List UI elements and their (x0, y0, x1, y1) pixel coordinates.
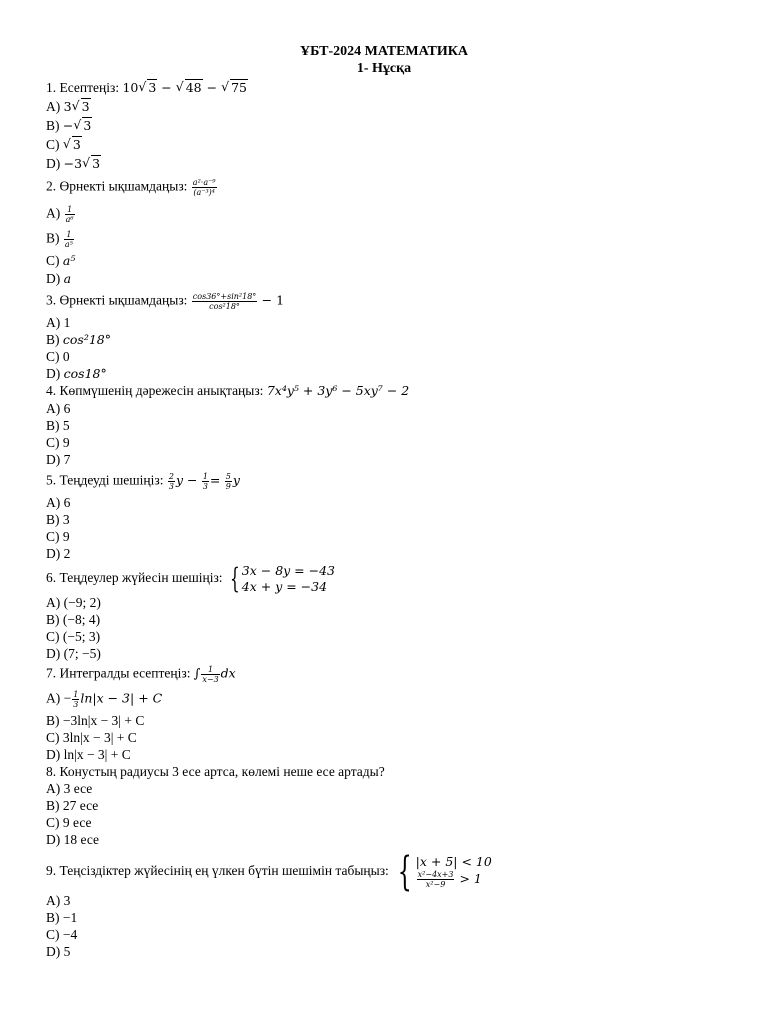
question-5: 5. Теңдеуді шешіңіз: $\frac{2}{3}$ y − $\frac{1}{3}$ = $\frac{5}{9}$ y (46, 472, 240, 491)
q7-option-a: A) − $\frac{1}{3}$ ln|x − 3| + C (46, 690, 163, 709)
q3-option-a: A) 1 (46, 315, 71, 330)
question-8: 8. Конустың радиусы 3 есе артса, көлемі неше есе артады? (46, 764, 385, 779)
question-4: 4. Көпмүшенің дәрежесін анықтаңыз: 7x⁴y⁵ + 3y⁶ − 5xy⁷ − 2 (46, 383, 410, 398)
question-2: 2. Өрнекті ықшамдаңыз: $\frac{\text{a²·a⁻⁹}}{\text{(a⁻³)⁴}}$ (46, 178, 216, 197)
q5-option-a: A) 6 (46, 495, 71, 510)
q6-option-a: A) (−9; 2) (46, 595, 101, 610)
q5-option-d: D) 2 (46, 546, 71, 561)
q9-option-d: D) 5 (46, 944, 71, 959)
q2-option-c: C) a⁵ (46, 253, 76, 268)
q4-option-c: C) 9 (46, 435, 70, 450)
q9-option-b: B) −1 (46, 910, 78, 925)
question-9: 9. Теңсіздіктер жүйесінің ең үлкен бүтін шешімін табыңыз: { |x + 5| < 10 $\frac{\text{x²−4x+3}}{\text{x²−9}}$ > 1 (46, 848, 492, 895)
q9-option-c: C) −4 (46, 927, 78, 942)
q2-option-d: D) a (46, 271, 72, 286)
q7-option-b: B) −3ln|x − 3| + C (46, 713, 145, 728)
question-1: 1. Есептеңіз: 10√ 3 − √ 48 − √ 75 (46, 80, 248, 96)
q1-option-b: B) −√ 3 (46, 118, 92, 134)
page-title: ҰБТ-2024 МАТЕМАТИКА (299, 44, 469, 59)
q2-option-b: B) $\frac{1}{\text{a⁵}}$ (46, 230, 73, 249)
question-3: 3. Өрнекті ықшамдаңыз: $\frac{\text{cos36°+sin²18°}}{\text{cos²18°}}$ − 1 (46, 292, 285, 311)
q2-option-a: A) $\frac{1}{\text{a⁶}}$ (46, 205, 74, 224)
q3-option-d: D) cos18° (46, 366, 107, 381)
q8-option-a: A) 3 есе (46, 781, 93, 796)
q4-option-a: A) 6 (46, 401, 71, 416)
q7-option-c: C) 3ln|x − 3| + C (46, 730, 137, 745)
q3-option-c: C) 0 (46, 349, 70, 364)
q8-option-c: C) 9 есе (46, 815, 92, 830)
q6-option-d: D) (7; −5) (46, 646, 101, 661)
variant-label: 1- Нұсқа (356, 61, 412, 76)
q7-option-d: D) ln|x − 3| + C (46, 747, 131, 762)
q4-option-b: B) 5 (46, 418, 70, 433)
q1-option-a: A) 3√ 3 (46, 99, 91, 115)
question-7: 7. Интегралды есептеңіз: ∫ $\frac{1}{x-3}$ dx (46, 665, 236, 684)
q3-option-b: B) cos²18° (46, 332, 111, 347)
q9-option-a: A) 3 (46, 893, 71, 908)
q5-option-b: B) 3 (46, 512, 70, 527)
q1-option-c: C) √ 3 (46, 137, 82, 153)
question-6: 6. Теңдеулер жүйесін шешіңіз: { 3x − 8y = −43 4x + y = −34 (46, 561, 336, 595)
q8-option-d: D) 18 есе (46, 832, 99, 847)
q6-option-b: B) (−8; 4) (46, 612, 101, 627)
q5-option-c: C) 9 (46, 529, 70, 544)
q6-option-c: C) (−5; 3) (46, 629, 101, 644)
q1-option-d: D) −3√ 3 (46, 156, 101, 172)
q4-option-d: D) 7 (46, 452, 71, 467)
q8-option-b: B) 27 есе (46, 798, 99, 813)
